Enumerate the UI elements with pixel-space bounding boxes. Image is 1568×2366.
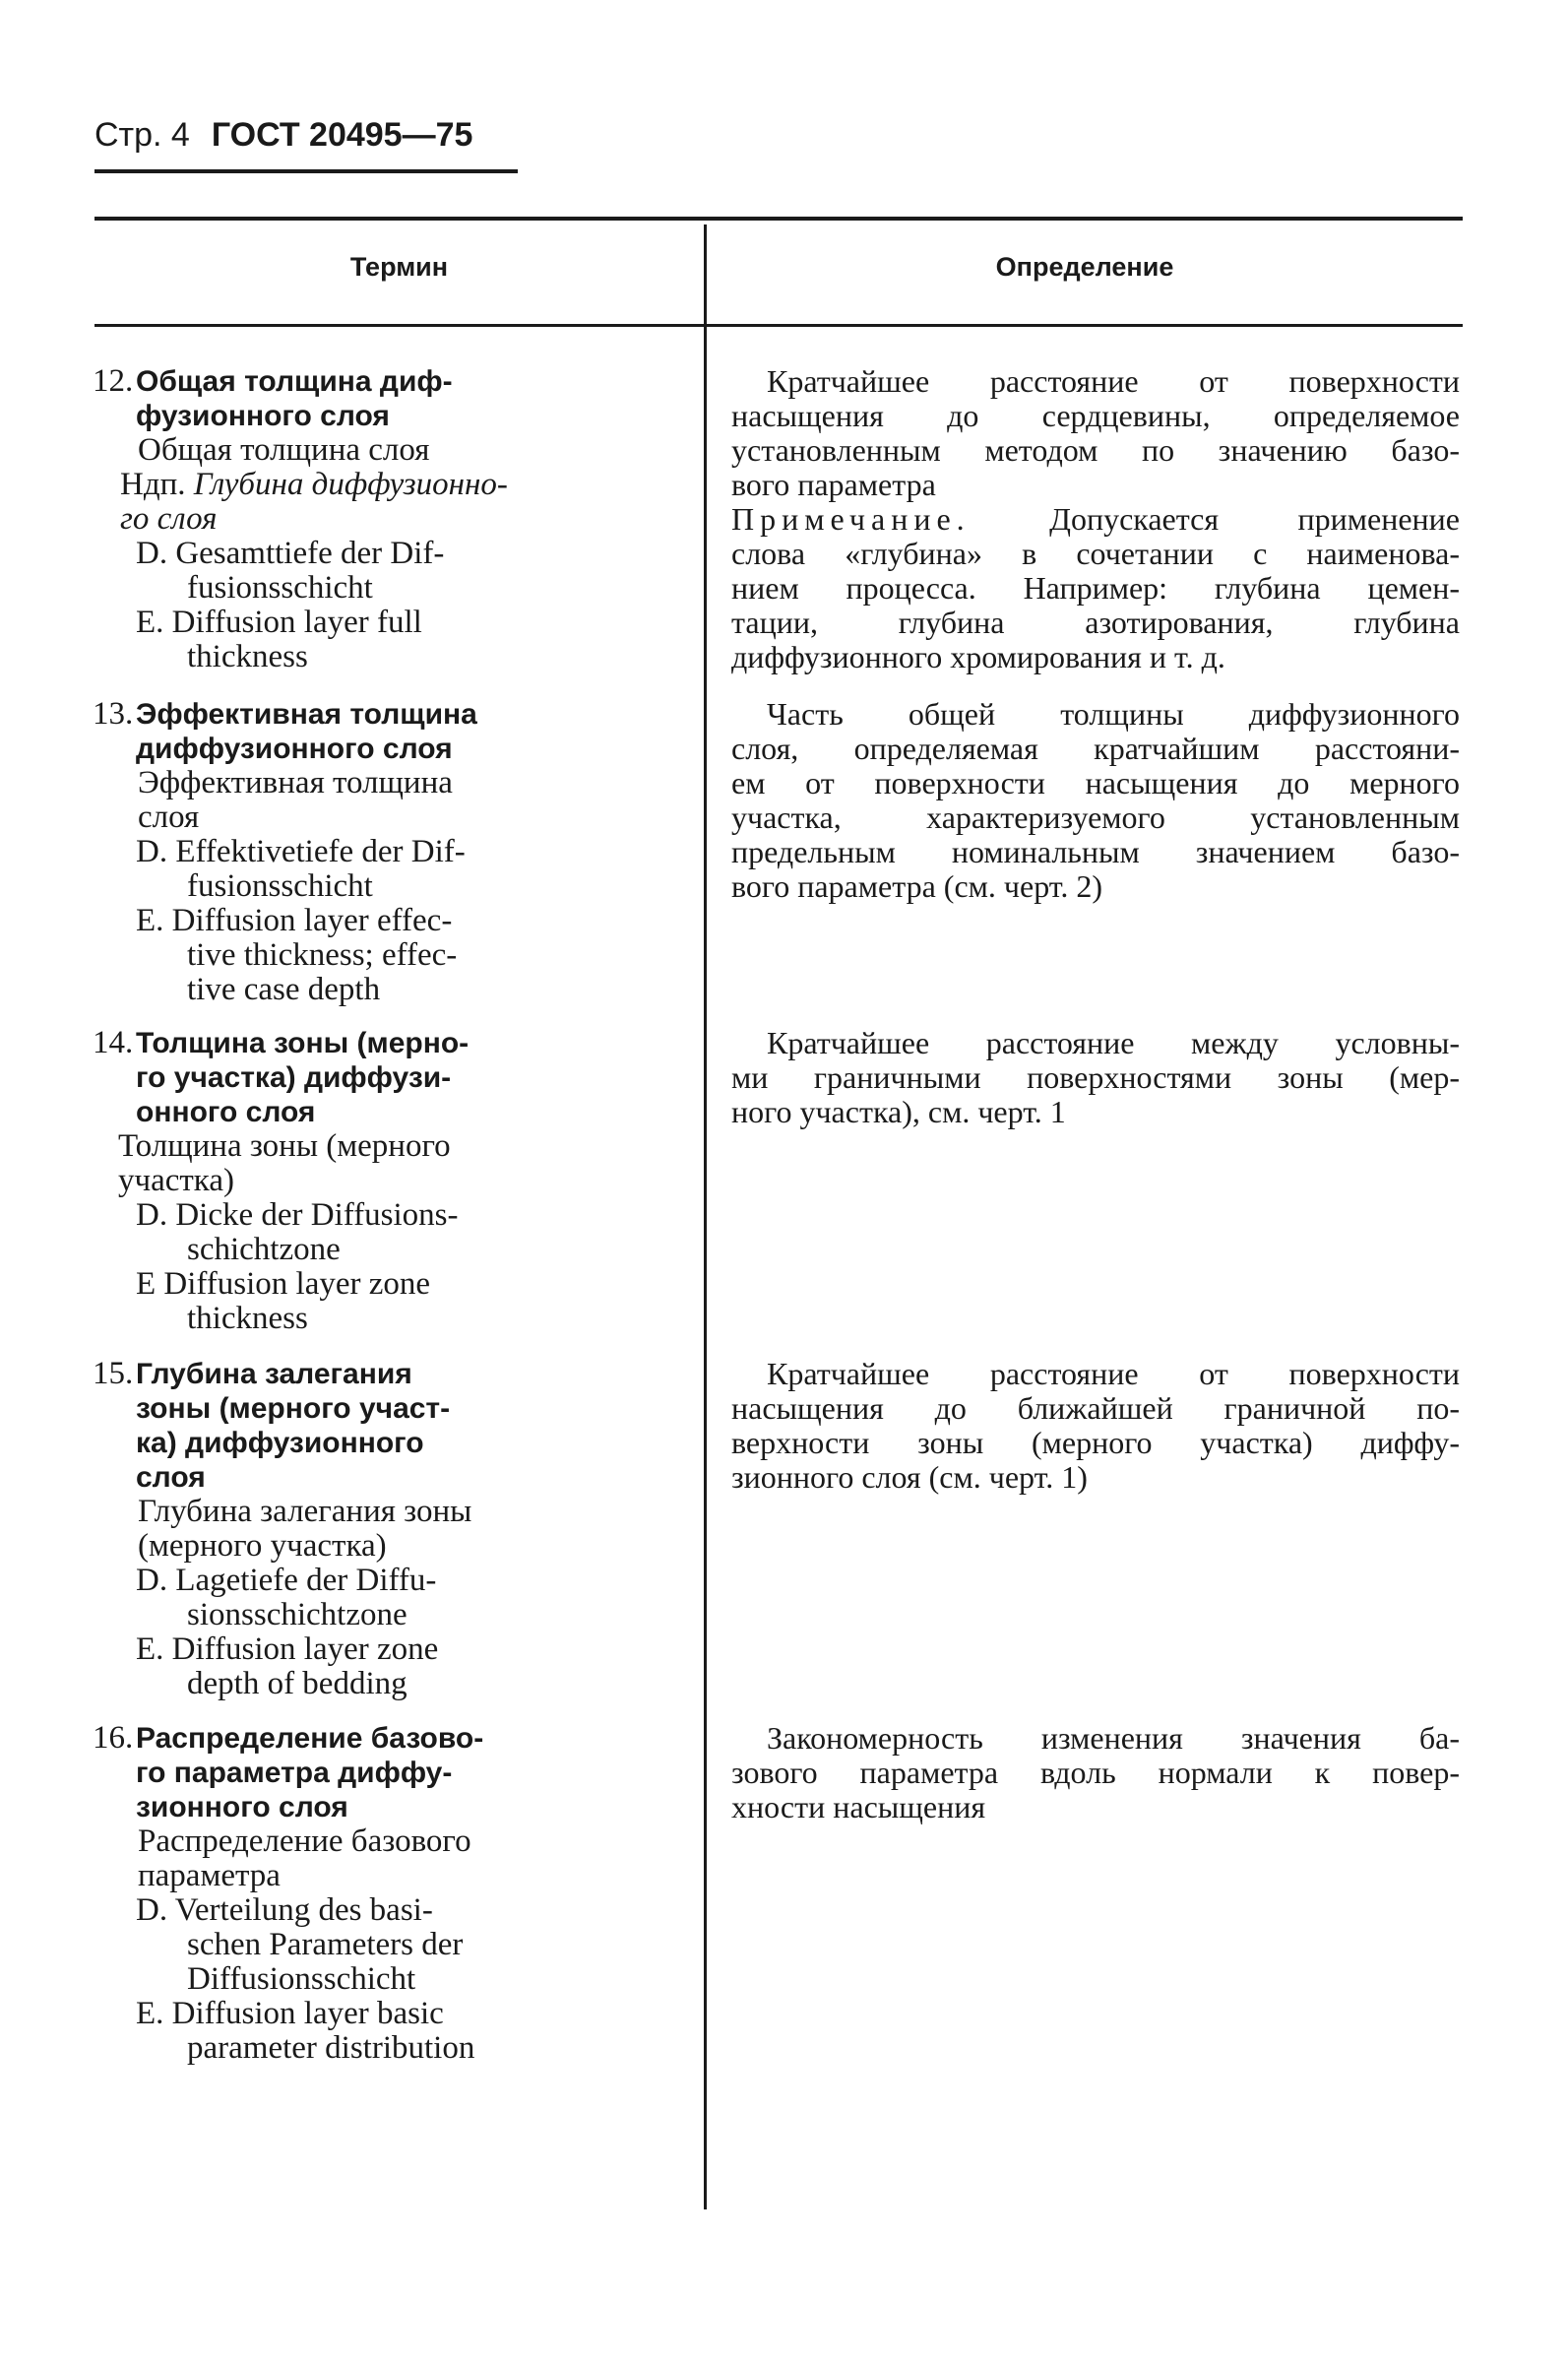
column-divider (704, 224, 707, 2209)
definition-cell (731, 1357, 1460, 1495)
english-term: depth of bedding (187, 1666, 408, 1701)
english-term: tive thickness; effec- (187, 937, 458, 973)
definition-cell (731, 697, 1460, 904)
definition-line: зионного слоя (см. черт. 1) (731, 1459, 1088, 1495)
german-term: sionsschichtzone (187, 1597, 408, 1632)
term-cell (93, 1025, 687, 1336)
page-number: Стр. 4 (94, 116, 190, 154)
english-term: E. Diffusion layer effec- (136, 903, 453, 938)
term-title: онного слоя (136, 1096, 316, 1128)
english-term: parameter distribution (187, 2030, 475, 2066)
term-title: Толщина зоны (мерно- (136, 1027, 470, 1059)
deprecated-term-text: го слоя (120, 501, 218, 537)
definition-line: верхности зоны (мерного участка) диффу- (731, 1425, 1460, 1460)
short-term: Распределение базового (138, 1823, 471, 1859)
short-term: Общая толщина слоя (138, 432, 430, 468)
term-number: 16. (93, 1720, 134, 1756)
term-title: диффузионного слоя (136, 733, 453, 765)
term-number: 14. (93, 1025, 134, 1060)
english-term: E. Diffusion layer full (136, 605, 422, 640)
german-term: D. Lagetiefe der Diffu- (136, 1563, 437, 1598)
definition-line: Закономерность изменения значения ба- (767, 1720, 1460, 1756)
note-line (731, 502, 1460, 537)
note-line: диффузионного хромирования и т. д. (731, 639, 1225, 674)
term-number: 12. (93, 363, 134, 399)
german-term: schichtzone (187, 1232, 341, 1267)
definition-line: Кратчайшее расстояние от поверхности (767, 1356, 1460, 1391)
german-term: Diffusionsschicht (187, 1961, 416, 1997)
german-term: fusionsschicht (187, 570, 373, 606)
column-header-definition: Определение (995, 252, 1174, 282)
definition-cell (731, 364, 1460, 674)
definition-line: насыщения до сердцевины, определяемое (731, 398, 1460, 433)
term-title: Общая толщина диф- (136, 365, 453, 398)
term-number: 15. (93, 1356, 134, 1391)
term-cell (93, 1356, 687, 1701)
term-title: зионного слоя (136, 1791, 348, 1823)
short-term: слоя (138, 799, 200, 835)
definition-line: Часть общей толщины диффузионного (767, 696, 1460, 732)
column-header-term: Термин (349, 252, 449, 282)
term-title: слоя (136, 1461, 206, 1494)
short-term: Эффективная толщина (138, 765, 453, 800)
definition-line: ного участка), см. черт. 1 (731, 1094, 1066, 1129)
term-title: ка) диффузионного (136, 1427, 424, 1459)
definition-line: насыщения до ближайшей граничной по- (731, 1390, 1460, 1426)
short-term: участка) (118, 1163, 234, 1198)
deprecated-term (120, 468, 687, 502)
definition-line: ем от поверхности насыщения до мерного (731, 765, 1460, 800)
page-header (94, 116, 472, 155)
definition-cell (731, 1026, 1460, 1129)
definition-line: вого параметра (см. черт. 2) (731, 868, 1102, 904)
term-title: Эффективная толщина (136, 698, 477, 731)
english-term: thickness (187, 1301, 308, 1336)
standard-title: ГОСТ 20495—75 (211, 116, 473, 154)
german-term: fusionsschicht (187, 868, 373, 904)
english-term: E. Diffusion layer zone (136, 1631, 439, 1667)
term-title: го участка) диффузи- (136, 1061, 452, 1094)
term-cell (93, 696, 687, 1007)
term-title: Распределение базово- (136, 1722, 484, 1755)
short-term: (мерного участка) (138, 1528, 387, 1564)
term-title: го параметра диффу- (136, 1757, 453, 1789)
definition-line: Кратчайшее расстояние между условны- (767, 1025, 1460, 1060)
german-term: D. Verteilung des basi- (136, 1892, 433, 1928)
german-term: schen Parameters der (187, 1927, 464, 1962)
german-term: D. Gesamttiefe der Dif- (136, 536, 445, 571)
deprecated-label: Ндп. (120, 467, 186, 502)
term-cell (93, 363, 687, 674)
english-term: tive case depth (187, 972, 381, 1007)
term-number: 13. (93, 696, 134, 732)
definition-line: слоя, определяемая кратчайшим расстояни- (731, 731, 1460, 766)
deprecated-term-text: Глубина диффузионно- (193, 467, 508, 502)
note-line: слова «глубина» в сочетании с наименова- (731, 536, 1460, 571)
note-line: тации, глубина азотирования, глубина (731, 605, 1460, 640)
german-term: D. Dicke der Diffusions- (136, 1197, 459, 1233)
definition-line: хности насыщения (731, 1789, 986, 1824)
note-line: нием процесса. Например: глубина цемен- (731, 570, 1460, 606)
short-term: Толщина зоны (мерного (118, 1128, 451, 1164)
note-text: Допускается применение (1049, 501, 1461, 537)
definition-cell (731, 1721, 1460, 1824)
english-term: thickness (187, 639, 308, 674)
term-title: зоны (мерного участ- (136, 1392, 451, 1425)
table-top-rule (94, 217, 1463, 221)
definition-line: предельным номинальным значением базо- (731, 834, 1460, 869)
header-rule (94, 169, 518, 173)
term-title: Глубина залегания (136, 1358, 412, 1390)
english-term: E. Diffusion layer basic (136, 1996, 444, 2031)
note-label: Примечание. (731, 501, 971, 537)
definition-line: вого параметра (731, 467, 936, 502)
definition-line: участка, характеризуемого установленным (731, 799, 1460, 835)
short-term: Глубина залегания зоны (138, 1494, 472, 1529)
definition-line: зового параметра вдоль нормали к повер- (731, 1755, 1460, 1790)
english-term: E Diffusion layer zone (136, 1266, 431, 1302)
german-term: D. Effektivetiefe der Dif- (136, 834, 466, 869)
term-title: фузионного слоя (136, 400, 390, 432)
short-term: параметра (138, 1858, 281, 1893)
definition-line: установленным методом по значению базо- (731, 432, 1460, 468)
table-header-rule (94, 324, 1463, 327)
definition-line: ми граничными поверхностями зоны (мер- (731, 1059, 1460, 1095)
term-cell (93, 1720, 687, 2066)
definition-line: Кратчайшее расстояние от поверхности (767, 363, 1460, 399)
